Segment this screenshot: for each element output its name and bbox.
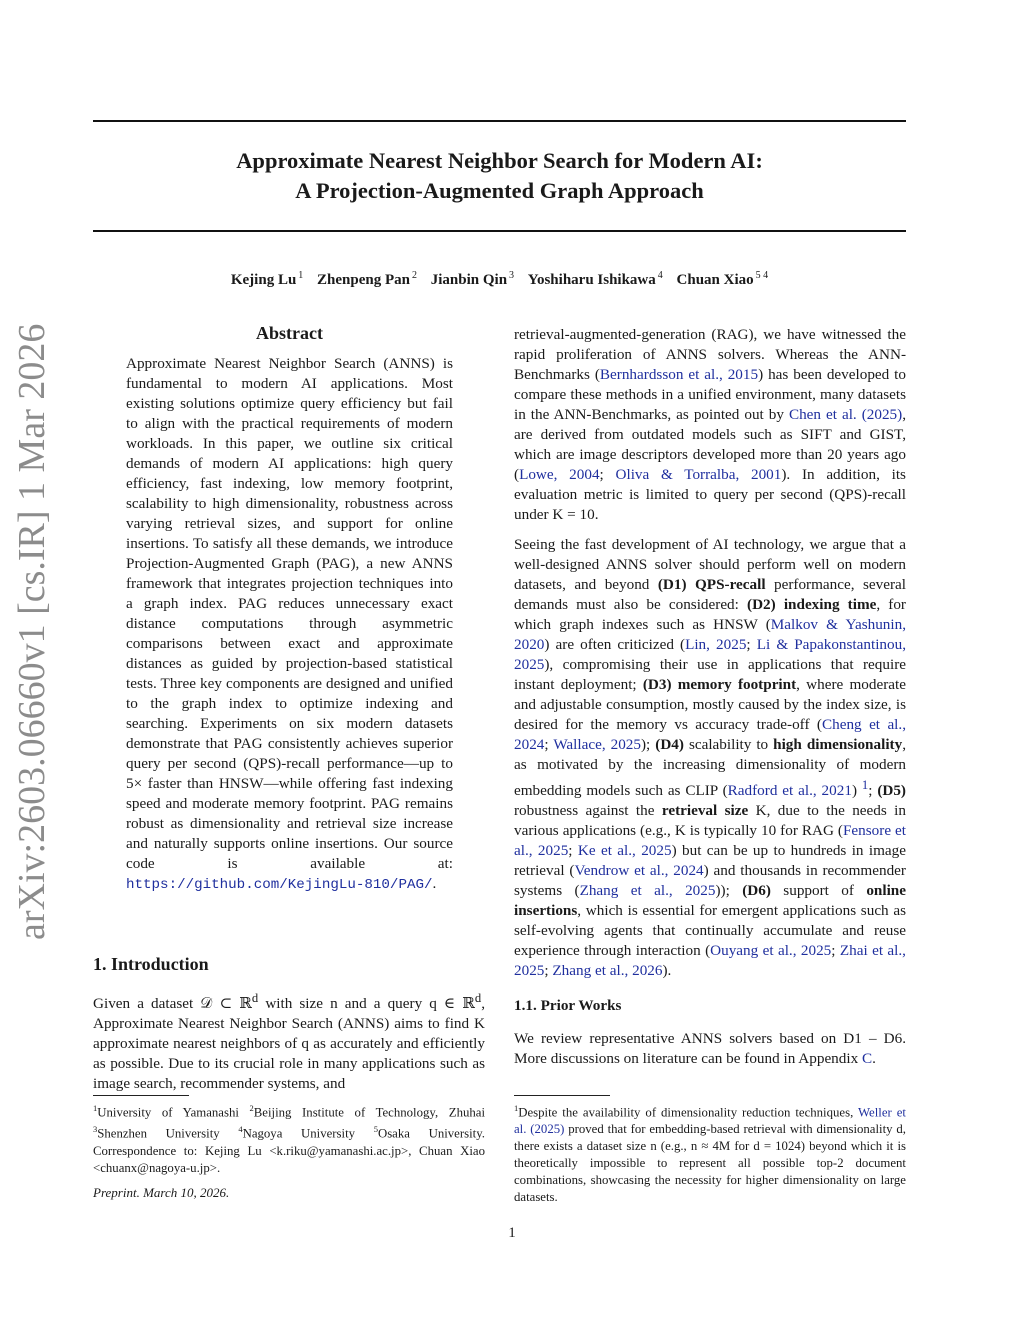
citation-link[interactable]: Malkov & Yashunin, 2020	[514, 616, 906, 653]
paper-title	[93, 146, 906, 206]
citation-link[interactable]: Chen et al. (2025)	[788, 406, 903, 423]
citation-link[interactable]: Ouyang et al., 2025	[710, 942, 832, 960]
title-line-1: Approximate Nearest Neighbor Search for Modern AI:	[236, 148, 763, 173]
citation-link[interactable]: Lin, 2025	[685, 636, 747, 653]
appendix-link[interactable]: C	[861, 1050, 873, 1067]
citation-link[interactable]: Lowe, 2004	[519, 466, 600, 483]
citation-link[interactable]: Zhang et al., 2026	[552, 962, 663, 980]
introduction-paragraph: Given a dataset 𝒟 ⊂ ℝ$^d$ with size n and a query q ∈ ℝ$^d$, Approximate Nearest Neighbor Search (ANNS) aims to find K approximate nearest neighbors of q as accurately and efficiently as possible. Due to its crucial role in many applications such as image search, recommender systems, and	[93, 991, 485, 1093]
citation-link[interactable]: Li & Papakonstantinou, 2025	[514, 636, 906, 673]
abstract-heading: Abstract	[256, 323, 323, 343]
paragraph-demands: Seeing the fast development of AI technology, we argue that a well-designed ANNS solver should perform well on modern datasets, and beyond (D1) QPS-recall performance, several demands must also be considered: (D2) indexing time, for which graph indexes such as HNSW (Malkov & Yashunin, 2020) are often criticized (Lin, 2025; Li & Papakonstantinou, 2025), compromising their use in applications that require instant deployment; (D3) memory footprint, where moderate and adjustable consumption, mostly caused by the index size, is desired for the memory vs accuracy trade-off (Cheng et al., 2024; Wallace, 2025); (D4) scalability to high dimensionality, as motivated by the increasing dimensionality of modern embedding models such as CLIP (Radford et al., 2021) $^1$; (D5) robustness against the retrieval size K, due to the needs in various applications (e.g., K is typically 10 for RAG (Fensore et al., 2025; Ke et al., 2025) but can be up to hundreds in image retrieval (Vendrow et al., 2024) and thousands in recommender systems (Zhang et al., 2025)); (D6) support of online insertions, which is essential for emergent applications such as self-evolving agents that continually accumulate and reuse experience through interaction (Ouyang et al., 2025; Zhai et al., 2025; Zhang et al., 2026).	[514, 536, 907, 980]
citation-link[interactable]: Oliva & Torralba, 2001	[615, 466, 782, 483]
citation-link[interactable]: Zhang et al., 2025	[579, 882, 716, 900]
left-footnote-rule	[93, 1095, 189, 1096]
author: Chuan Xiao $^{5 4}$	[676, 270, 769, 288]
citation-link[interactable]: Weller et al. (2025)	[514, 1105, 906, 1137]
citation-link[interactable]: Vendrow et al., 2024	[574, 862, 704, 880]
prior-works-paragraph: We review representative ANNS solvers based on D1 – D6. More discussions on literature can be found in Appendix C.	[514, 1030, 906, 1067]
title-line-2: A Projection-Augmented Graph Approach	[295, 178, 704, 203]
footnote-marker[interactable]: 1	[861, 778, 869, 792]
author: Yoshiharu Ishikawa $^4$	[527, 270, 663, 288]
citation-link[interactable]: Radford et al., 2021	[727, 782, 852, 800]
author: Kejing Lu $^1$	[230, 270, 304, 288]
citation-link[interactable]: Ke et al., 2025	[577, 842, 672, 860]
source-code-link[interactable]: https://github.com/KejingLu-810/PAG/	[126, 877, 433, 893]
right-footnote-rule	[514, 1095, 610, 1096]
preprint-note: Preprint. March 10, 2026.	[93, 1185, 230, 1200]
author-list	[93, 266, 906, 290]
prior-works-heading: 1.1. Prior Works	[514, 997, 622, 1014]
title-bottom-rule	[93, 230, 906, 232]
dimensionality-footnote: $^1$Despite the availability of dimensionality reduction techniques, Weller et al. (2025) proved that for embedding-based retrieval with dimensionality d, there exists a dataset size n (e.g., n ≈ 4M for d = 1024) beyond which it is theoretically impossible to represent all possible top-2 document combinations, showcasing the necessity for higher dimensionality on large datasets.	[514, 1103, 906, 1205]
page-number: 1	[508, 1225, 516, 1241]
paragraph-ann-benchmarks: retrieval-augmented-generation (RAG), we have witnessed the rapid proliferation of ANNS solvers. Whereas the ANN-Benchmarks (Bernhardsson et al., 2015) has been developed to compare these methods in a unified environment, many datasets in the ANN-Benchmarks, as pointed out by Chen et al. (2025), are derived from outdated models such as SIFT and GIST, which are image descriptors developed more than 20 years ago (Lowe, 2004; Oliva & Torralba, 2001). In addition, its evaluation metric is limited to query per second (QPS)-recall under K = 10.	[514, 326, 906, 523]
affiliations-footnote: $^1$University of Yamanashi $^2$Beijing Institute of Technology, Zhuhai $^3$Shenzhen University $^4$Nagoya University $^5$Osaka University. Correspondence to: Kejing Lu <k.riku@yamanashi.ac.jp>, Chuan Xiao <chuanx@nagoya-u.jp>.	[93, 1103, 485, 1175]
citation-link[interactable]: Bernhardsson et al., 2015	[599, 366, 759, 383]
citation-link[interactable]: Fensore et al., 2025	[514, 822, 907, 860]
citation-link[interactable]: Wallace, 2025	[553, 736, 641, 753]
arxiv-identifier-stamp: arXiv:2603.06660v1 [cs.IR] 1 Mar 2026	[11, 323, 53, 940]
citation-link[interactable]: Cheng et al., 2024	[514, 716, 906, 753]
abstract-body: Approximate Nearest Neighbor Search (ANNS) is fundamental to modern AI applications. Most existing solutions optimize query efficiency but fail to align with the practical requirements of modern workloads. In this paper, we outline six critical demands of modern AI applications: high query efficiency, fast indexing, low memory footprint, scalability to high dimensionality, robustness across varying retrieval sizes, and support for online insertions. To satisfy all these demands, we introduce Projection-Augmented Graph (PAG), a new ANNS framework that integrates projection techniques into a graph index. PAG reduces unnecessary exact distance computations through asymmetric comparisons between exact and approximate distances as guided by projection-based statistical tests. Three key components are designed and unified to the graph index to optimize indexing and searching. Experiments on six modern datasets demonstrate that PAG consistently achieves superior query per second (QPS)-recall performance—up to 5× faster than HNSW—while offering fast indexing speed and moderate memory footprint. PAG remains robust as dimensionality and retrieval size increase and naturally supports online insertions. Our source code is available at: https://github.com/KejingLu-810/PAG/.	[126, 355, 453, 893]
author: Jianbin Qin $^3$	[430, 270, 515, 288]
right-column-text	[514, 325, 906, 981]
title-top-rule	[93, 120, 906, 122]
citation-link[interactable]: Zhai et al., 2025	[514, 942, 906, 980]
author: Zhenpeng Pan $^2$	[317, 270, 417, 288]
introduction-heading: 1. Introduction	[93, 954, 209, 974]
